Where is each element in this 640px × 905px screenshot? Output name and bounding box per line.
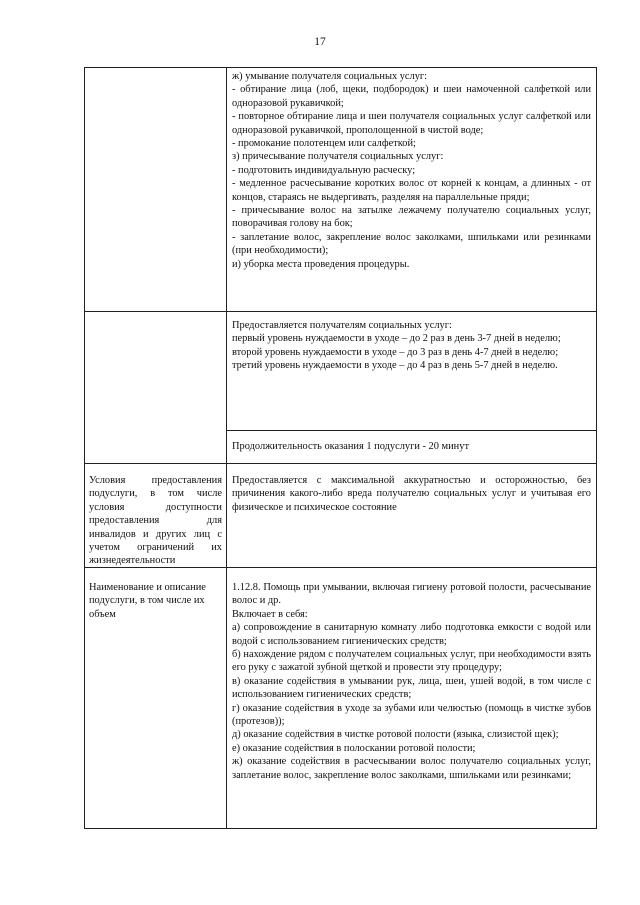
row4-left-text: Условия предоставления подуслуги, в том числе условия доступности предоставления для инвалидов и других лиц с учетом ограничений их жизнедеятельности [89, 475, 222, 567]
row1-line-2: - обтирание лица (лоб, щеки, подбородок) и шеи намоченной салфеткой или одноразовой рукавичкой; [232, 84, 591, 109]
row4-right-text: Предоставляется с максимальной аккуратностью и осторожностью, без причинения какого-либо вреда получателю социальных услуг и учитывая его физическое и психическое состояние [232, 475, 591, 513]
row2-left-cell [84, 311, 227, 464]
row1-line-10: и) уборка места проведения процедуры. [232, 258, 410, 270]
row5-left-cell [84, 567, 227, 829]
row5-line-3: а) сопровождение в санитарную комнату либо подготовка емкости с водой или водой с использованием гигиенических средств; [232, 622, 591, 647]
row2-line-3: второй уровень нуждаемости в уходе – до 3 раз в день 4-7 дней в неделю; [232, 346, 559, 358]
row1-line-3: - повторное обтирание лица и шеи получателя социальных услуг салфеткой или одноразовой рукавичкой, прополощенной в чистой воде; [232, 111, 591, 136]
row5-left-text: Наименование и описание подуслуги, в том числе их объем [89, 582, 206, 620]
row5-line-9: ж) оказание содействия в расчесывании волос получателю социальных услуг, заплетание волос, закрепление волос заколками, шпильками или резинками; [232, 756, 591, 781]
row3-line-1: Продолжительность оказания 1 подуслуги - 20 минут [232, 441, 469, 452]
row4-left-cell [84, 463, 227, 568]
row5-right-cell [226, 567, 597, 829]
row1-line-1: ж) умывание получателя социальных услуг: [232, 71, 428, 82]
row1-line-8: - причесывание волос на затылке лежачему получателю социальных услуг, поворачивая голову на бок; [232, 205, 591, 230]
row2-right-cell [226, 311, 597, 431]
row1-left-cell [84, 67, 227, 312]
row5-line-7: д) оказание содействия в чистке ротовой полости (языка, слизистой щек); [232, 729, 559, 741]
page-number: 17 [314, 36, 326, 48]
row5-line-5: в) оказание содействия в умывании рук, лица, шеи, ушей водой, в том числе с использованием гигиенических средств; [232, 675, 591, 701]
row1-line-5: з) причесывание получателя социальных услуг: [232, 151, 444, 163]
row1-right-cell [226, 67, 597, 312]
row2-line-2: первый уровень нуждаемости в уходе – до 2 раз в день 3-7 дней в неделю; [232, 333, 561, 345]
row1-line-4: - промокание полотенцем или салфеткой; [232, 138, 416, 150]
services-table [84, 67, 597, 829]
row3-right-cell [226, 430, 597, 464]
row5-line-8: е) оказание содействия в полоскании ротовой полости; [232, 742, 476, 754]
row4-right-cell [226, 463, 597, 568]
row2-line-1: Предоставляется получателям социальных услуг: [232, 320, 452, 331]
row1-line-6: - подготовить индивидуальную расческу; [232, 164, 416, 176]
row5-line-2: Включает в себя: [232, 608, 308, 620]
row5-line-6: г) оказание содействия в уходе за зубами или челюстью (помощь в чистке зубов (протезов)); [232, 702, 591, 728]
row5-line-4: б) нахождение рядом с получателем социальных услуг, при необходимости взять его руку с зажатой зубной щеткой и провести эту процедуру; [232, 649, 591, 674]
row1-line-9: - заплетание волос, закрепление волос заколками, шпильками или резинками (при необходимости); [232, 231, 591, 257]
row2-line-4: третий уровень нуждаемости в уходе – до 4 раз в день 5-7 дней в неделю. [232, 360, 558, 372]
row1-line-7: - медленное расчесывание коротких волос от корней к концам, а длинных - от концов, стараясь не выдергивать, разделяя на параллельные пряди; [232, 178, 591, 203]
row5-line-1: 1.12.8. Помощь при умывании, включая гигиену ротовой полости, расчесывание волос и др. [232, 582, 591, 607]
